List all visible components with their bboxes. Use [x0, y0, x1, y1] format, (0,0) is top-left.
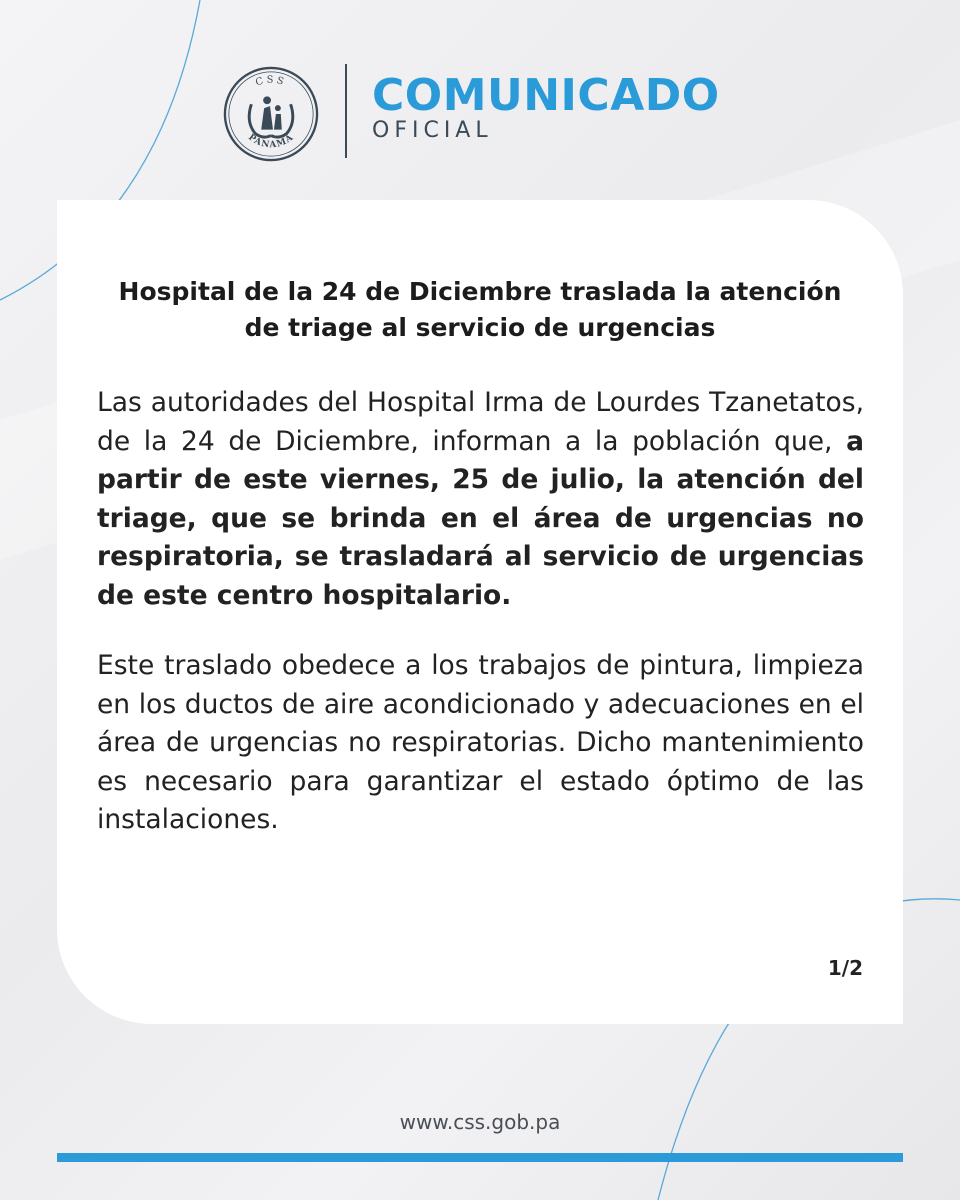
hand-right-icon [271, 104, 293, 137]
svg-text:PANAMÁ: PANAMÁ [246, 132, 296, 151]
header-title: COMUNICADO [372, 70, 720, 121]
headline-line-2: de triage al servicio de urgencias [244, 313, 716, 342]
svg-text:CSS: CSS [254, 74, 288, 89]
header-subtitle: OFICIAL [372, 118, 493, 143]
page-indicator: 1/2 [827, 956, 863, 980]
paragraph-1-emphasis: a partir de este viernes, 25 de julio, la atención del triage, que se brinda en el área de urgencias no respiratoria, se trasladará al servicio de urgencias de este centro hospitalario. [97, 425, 864, 611]
footer-accent-bar [57, 1153, 903, 1162]
footer-url: www.css.gob.pa [399, 1110, 561, 1134]
css-logo [222, 65, 320, 163]
headline-line-1: Hospital de la 24 de Diciembre traslada la atención [118, 277, 842, 306]
paragraph-1 [97, 384, 864, 615]
paragraph-1-text: Las autoridades del Hospital Irma de Lourdes Tzanetatos, de la 24 de Diciembre, informan a la población que, [97, 387, 864, 457]
header [222, 60, 762, 160]
paragraph-2: Este traslado obedece a los trabajos de pintura, limpieza en los ductos de aire acondicionado y adecuaciones en el área de urgencias no respiratorias. Dicho mantenimiento es necesario para garantizar el estado óptimo de las instalaciones. [97, 650, 864, 835]
header-divider [345, 64, 347, 158]
announcement-headline [97, 274, 863, 346]
announcement-card [57, 200, 903, 1024]
